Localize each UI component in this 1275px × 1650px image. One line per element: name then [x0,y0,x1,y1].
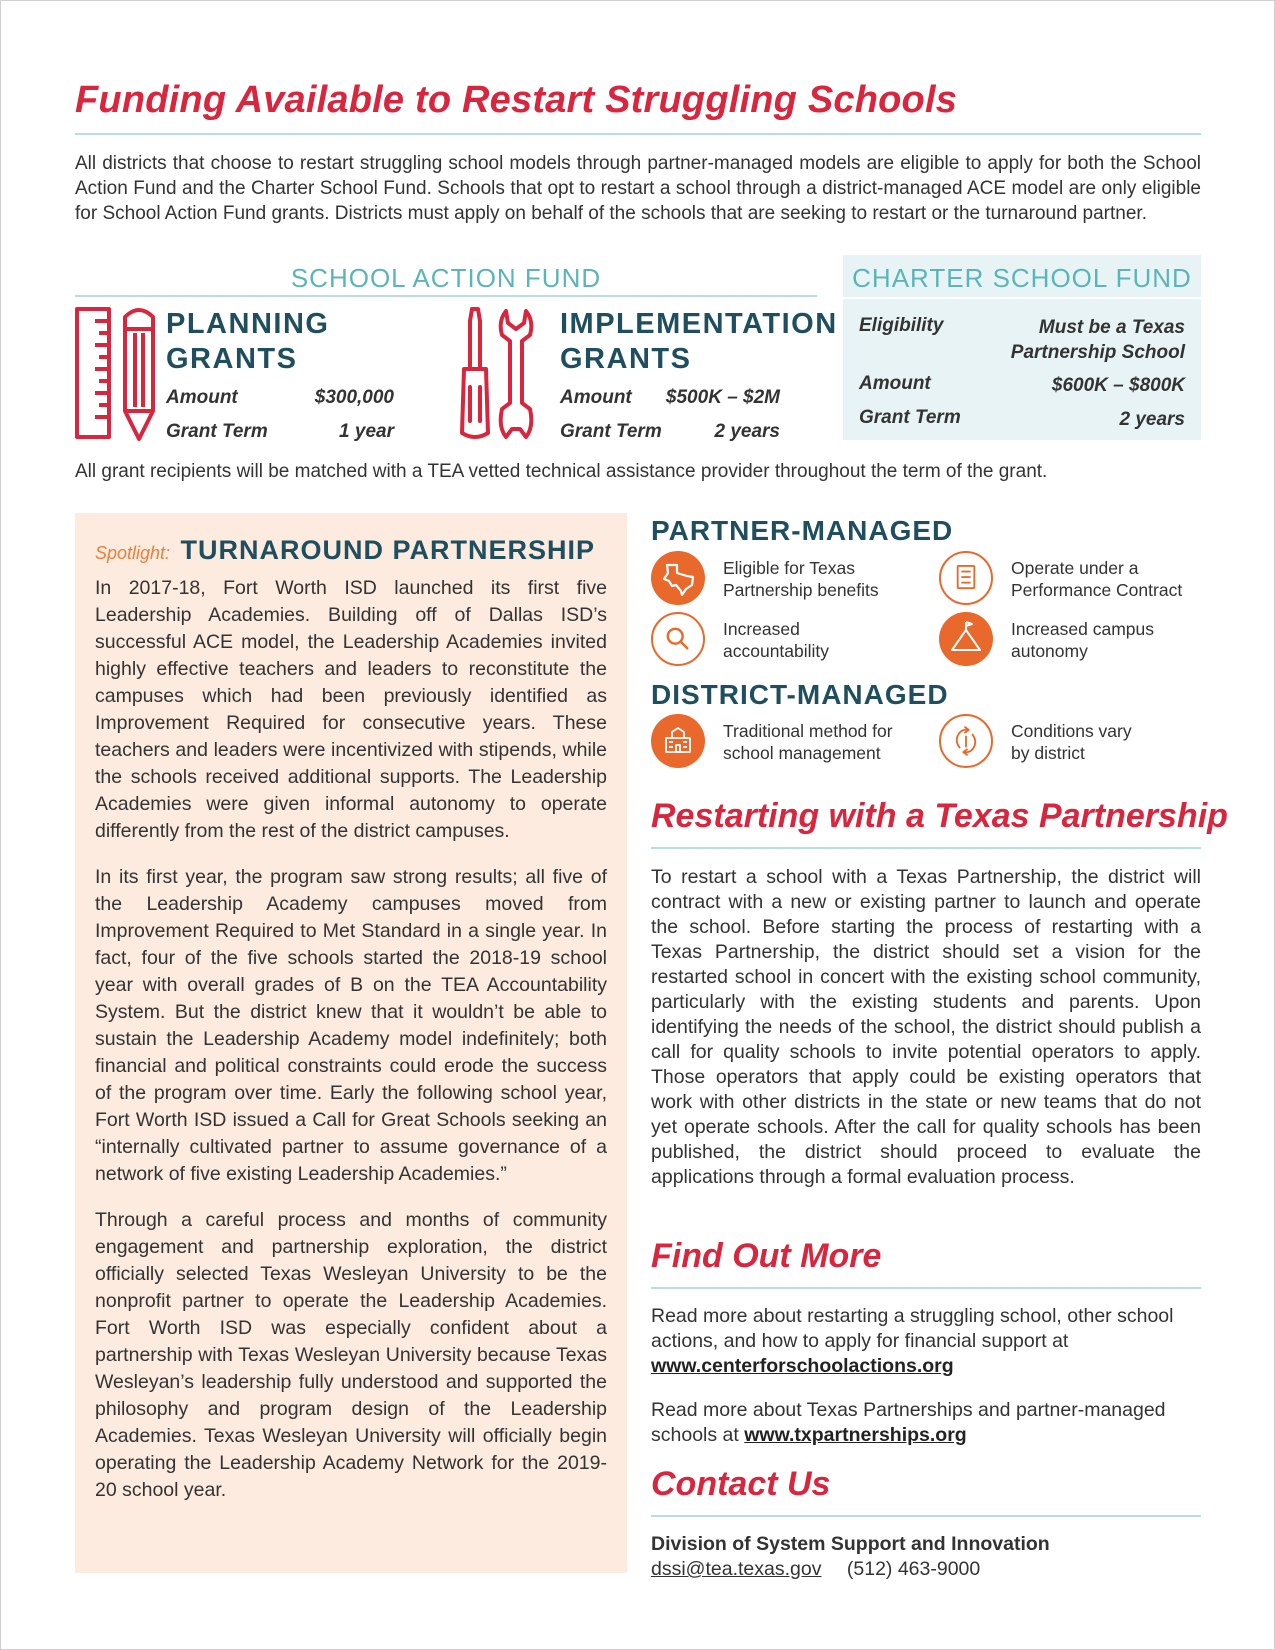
feature-text [723,557,923,601]
contact-phone: (512) 463-9000 [846,1558,981,1580]
feature-line: school management [723,743,881,763]
implementation-term-value: 2 years [714,421,780,442]
district-managed-title: DISTRICT-MANAGED [651,679,949,710]
charter-school-fund-title: CHARTER SCHOOL FUND [852,263,1192,293]
intro-paragraph: All districts that choose to restart struggling school models through partner-managed models are eligible to apply for both the School Action Fund and the Charter School Fund. Schools that opt to restart a school through a district-managed ACE model are only eligible for School Action Fund grants. Districts must apply on behalf of the schools that are seeking to restart or the turnaround partner. [75,153,1201,224]
grant-recipient-note: All grant recipients will be matched with a TEA vetted technical assistance provider throughout the term of the grant. [75,461,1048,482]
csf-amount-row [859,373,1185,399]
arrows-cycle-icon [939,714,993,768]
csf-eligibility-line1: Must be a Texas [1038,317,1185,338]
feature-line: Increased campus [1011,619,1154,639]
spotlight-paragraph: In 2017-18, Fort Worth ISD launched its first five Leadership Academies. Building off of Dallas ISD’s successful ACE model, the Leadership Academies invited highly effective teachers and leaders to reconstitute the campuses which had been previously identified as Improvement Required for consecutive years. These teachers and leaders were incentivized with stipends, while the schools received additional supports. The Leadership Academies were given informal autonomy to operate differently from the rest of the district campuses. [95,577,607,842]
planning-term-label: Grant Term [166,421,268,442]
saf-rule [75,295,817,297]
spotlight-title: TURNAROUND PARTNERSHIP [180,535,596,565]
feature-line: by district [1011,743,1085,763]
feature-text [1011,618,1211,662]
mountain-flag-icon [939,612,993,666]
contact-email-link[interactable]: dssi@tea.texas.gov [651,1558,822,1580]
csf-eligibility-row [859,315,1185,367]
feature-line: autonomy [1011,641,1088,661]
title-rule [75,133,1201,135]
csf-eligibility-line2: Partnership School [1010,342,1185,363]
csf-eligibility-value [1011,315,1185,365]
csf-eligibility-label: Eligibility [859,315,944,336]
implementation-amount-label: Amount [560,387,632,408]
find-out-more-paragraph-2 [651,1398,1201,1448]
planning-amount-label: Amount [166,387,238,408]
feature-line: Partnership benefits [723,580,879,600]
magnifier-icon [651,612,705,666]
school-building-icon [651,714,705,768]
texas-icon [651,551,705,605]
feature-text [723,618,923,662]
csf-term-value: 2 years [1119,409,1185,430]
feature-text [723,720,923,764]
implementation-term-label: Grant Term [560,421,662,442]
feature-line: Increased [723,619,800,639]
feature-accountability [651,612,931,668]
feature-line: Performance Contract [1011,580,1183,600]
contact-us-title: Contact Us [651,1465,831,1503]
planning-grants-title [166,307,329,377]
feature-autonomy [939,612,1201,668]
find-out-more-paragraph-1 [651,1304,1201,1379]
restarting-title: Restarting with a Texas Partnership [651,797,1228,835]
implementation-term-row [560,421,780,445]
planning-title-line1: PLANNING [166,308,330,340]
feature-line: Conditions vary [1011,721,1132,741]
spotlight-box [75,513,627,1573]
charter-school-fund-box [843,255,1201,440]
feature-line: Traditional method for [723,721,893,741]
feature-texas-partnership [651,551,931,607]
contract-icon [939,551,993,605]
txpartnerships-link[interactable]: www.txpartnerships.org [744,1424,967,1446]
feature-conditions-vary [939,714,1201,770]
find-out-more-title: Find Out More [651,1237,882,1275]
csf-term-row [859,407,1185,433]
page-title: Funding Available to Restart Struggling Schools [75,79,958,121]
partner-managed-title: PARTNER-MANAGED [651,515,954,546]
feature-traditional-method [651,714,931,770]
restarting-rule [651,847,1201,849]
planning-amount-value: $300,000 [314,387,394,408]
implementation-grants-title [560,307,838,377]
csf-amount-value: $600K – $800K [1051,375,1185,396]
spotlight-paragraph: Through a careful process and months of community engagement and partnership exploration, the district officially selected Texas Wesleyan University to be the nonprofit partner to operate the Leadership Academies. Fort Worth ISD was especially confident about a partnership with Texas Wesleyan University because Texas Wesleyan’s leadership fully understood and supported the philosophy and program design of the Leadership Academies. Texas Wesleyan University will officially begin operating the Leadership Academy Network for the 2019-20 school year. [95,1209,607,1501]
spotlight-paragraph: In its first year, the program saw strong results; all five of the Leadership Academy campuses moved from Improvement Required to Met Standard in a single year. In fact, four of the five schools started the 2018-19 school year with overall grades of B on the TEA Accountability System. But the district knew that it wouldn’t be able to sustain the Leadership Academy model indefinitely; both financial and political constraints could erode the success of the program over time. Early the following school year, Fort Worth ISD issued a Call for Great Schools seeking an “internally cultivated partner to assume governance of a network of five existing Leadership Academies.” [95,866,607,1185]
contact-rule [651,1515,1201,1517]
csf-title-rule [843,297,1201,299]
find-out-more-text-1: Read more about restarting a struggling school, other school actions, and how to apply for financial support at [651,1305,1174,1352]
center-for-school-actions-link[interactable]: www.centerforschoolactions.org [651,1355,954,1377]
planning-title-line2: GRANTS [166,343,298,375]
spotlight-heading [95,535,595,566]
feature-line: accountability [723,641,830,661]
feature-performance-contract [939,551,1201,607]
planning-term-value: 1 year [339,421,394,442]
feature-text [1011,720,1211,764]
feature-line: Operate under a [1011,558,1139,578]
contact-details [651,1558,980,1581]
school-action-fund-title: SCHOOL ACTION FUND [290,263,602,293]
ruler-pencil-icon [75,307,157,443]
find-out-more-text-2: Read more about Texas Partnerships and partner-managed schools at [651,1399,1166,1446]
implementation-title-line1: IMPLEMENTATION [560,308,838,340]
implementation-title-line2: GRANTS [560,343,692,375]
screwdriver-wrench-icon [458,307,546,443]
contact-division-name: Division of System Support and Innovation [651,1533,1050,1555]
implementation-amount-row [560,387,780,411]
restarting-body: To restart a school with a Texas Partnership, the district will contract with a new or existing partner to launch and operate the school. Before starting the process of restarting with a Texas Partnership, the district should set a vision for the restarted school in concert with the existing school community, particularly with the existing students and parents. Upon identifying the needs of the school, the district should publish a call for quality schools to invite potential operators to apply. Those operators that apply could be existing operators that work with other districts in the state or new teams that do not yet operate schools. After the call for quality schools has been published, the district should proceed to evaluate the applications through a formal evaluation process. [651,866,1201,1188]
feature-line: Eligible for Texas [723,558,855,578]
find-out-more-rule [651,1287,1201,1289]
csf-amount-label: Amount [859,373,931,394]
planning-amount-row [166,387,394,411]
csf-term-label: Grant Term [859,407,961,428]
spotlight-body [95,575,607,1523]
feature-text [1011,557,1211,601]
implementation-amount-value: $500K – $2M [665,387,780,408]
spotlight-label: Spotlight: [95,543,171,563]
planning-term-row [166,421,394,445]
